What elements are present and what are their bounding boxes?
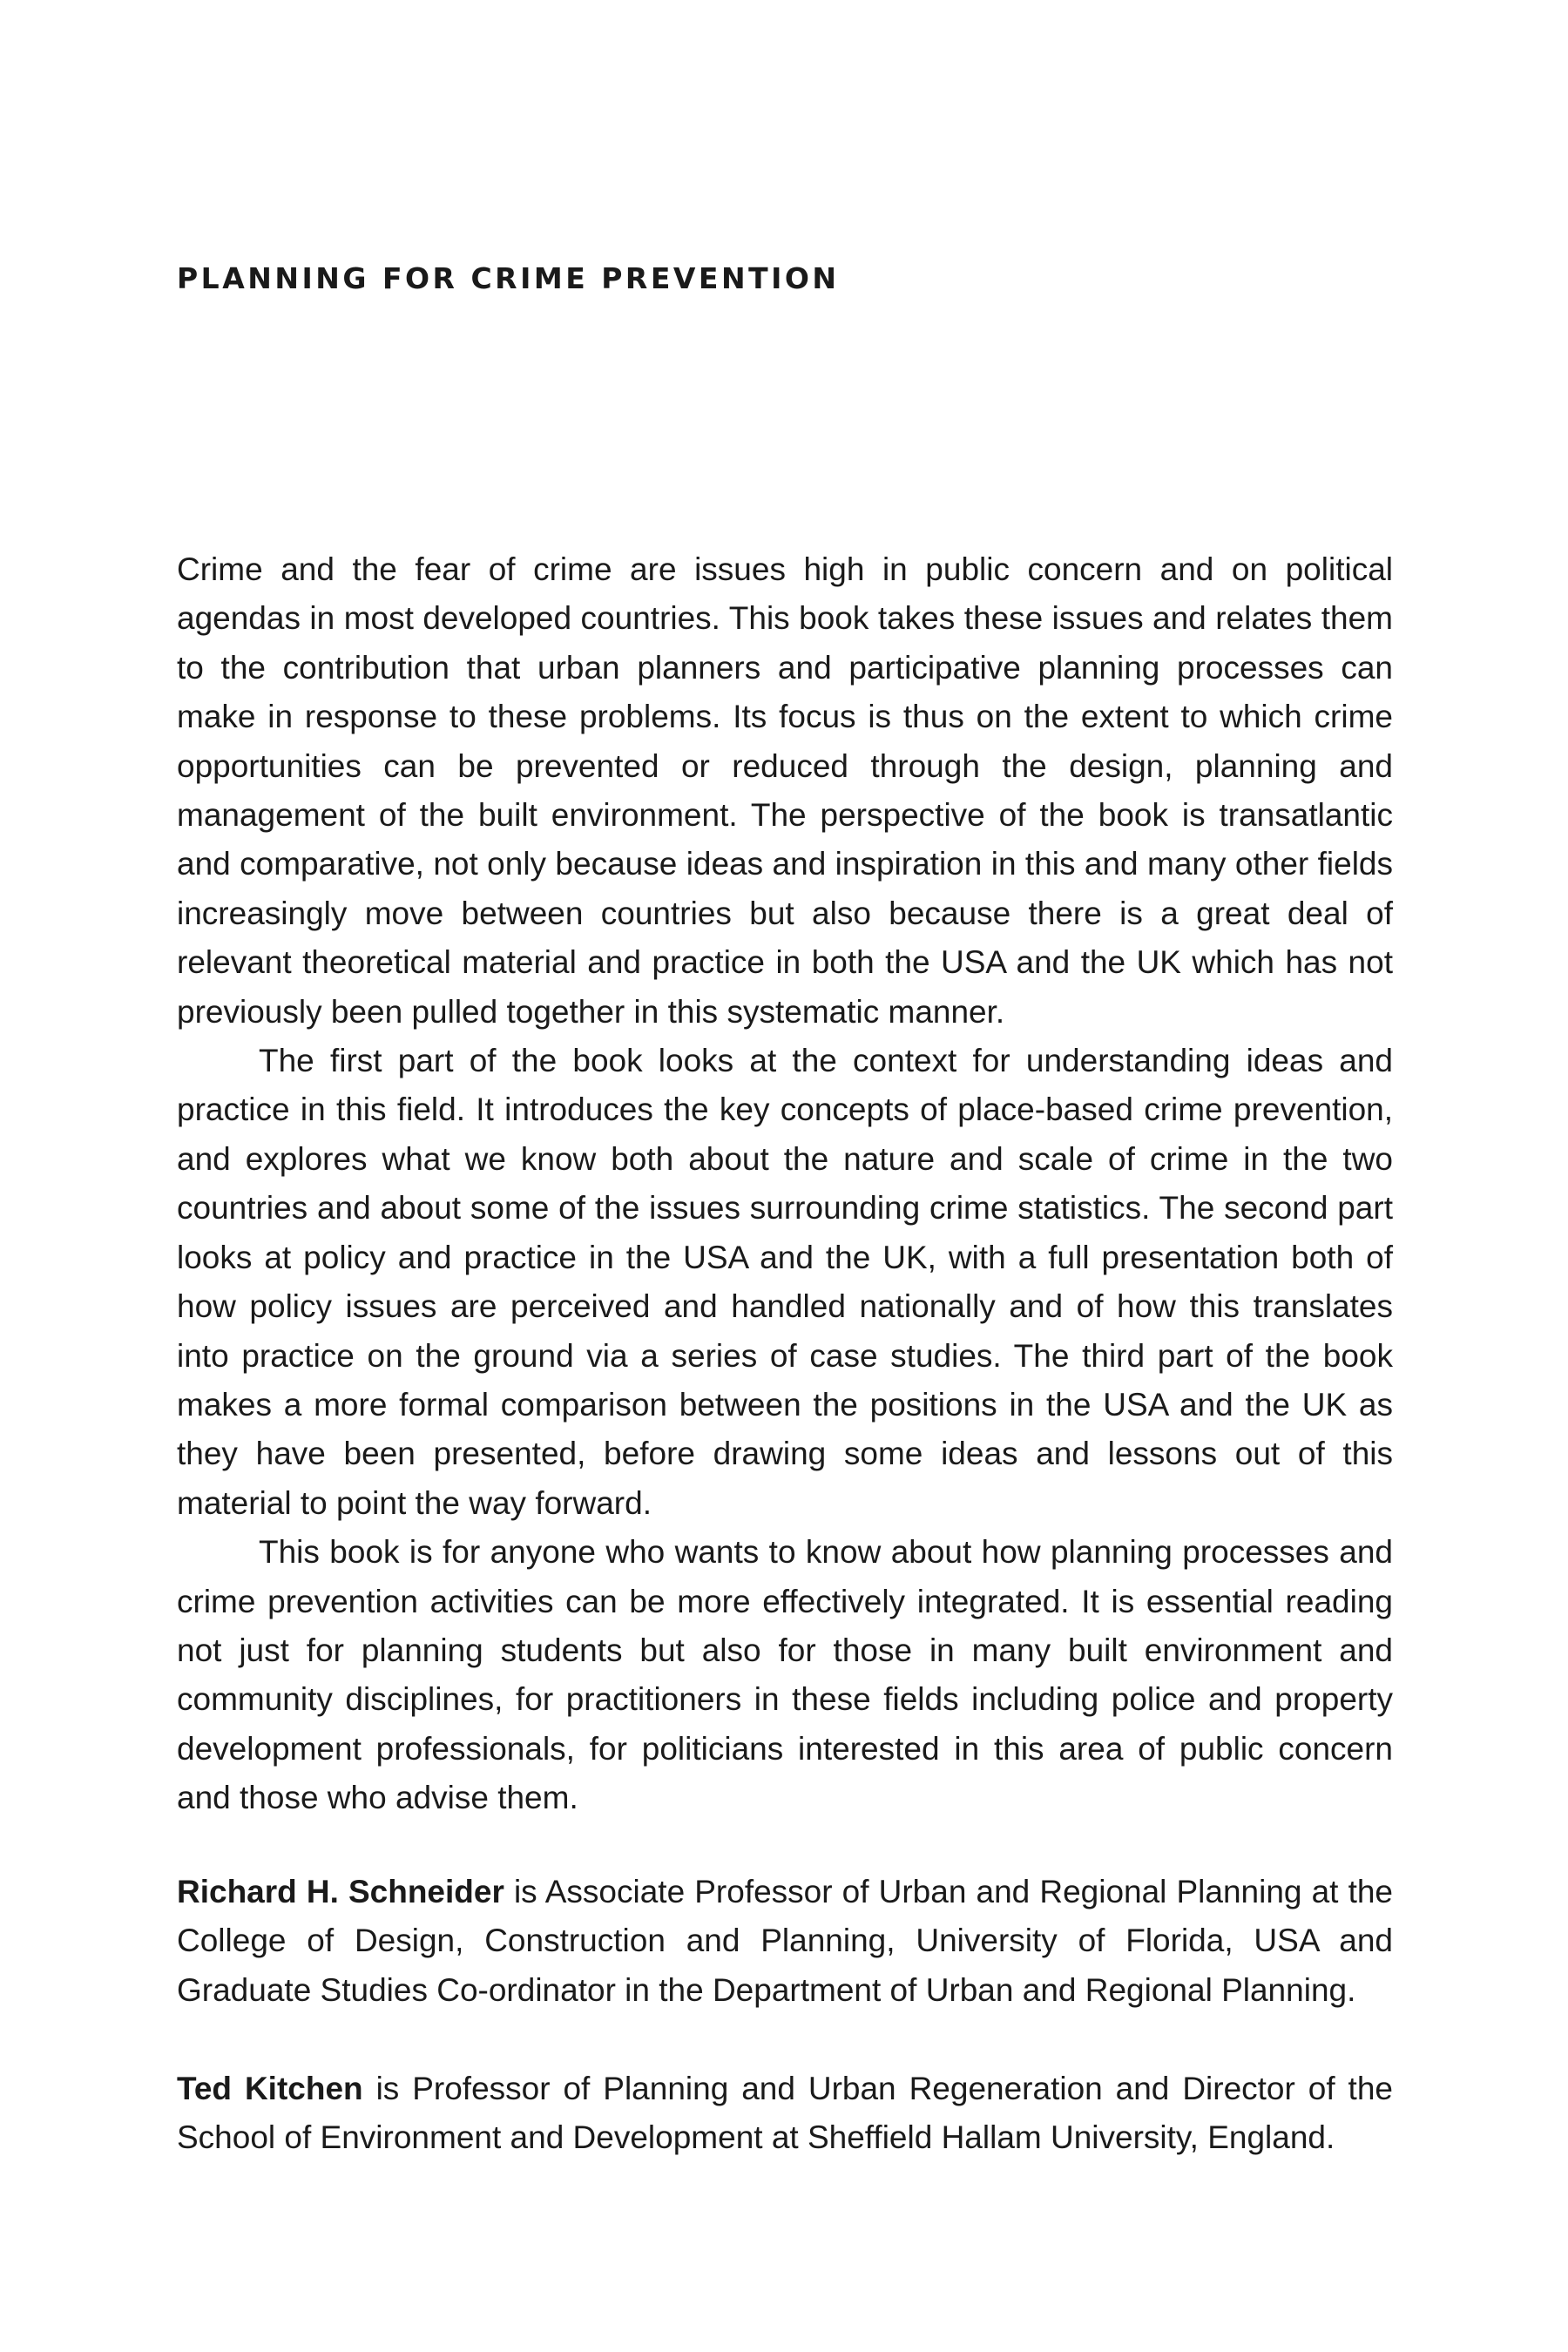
- author-bio-kitchen: [177, 2065, 1393, 2163]
- book-title: PLANNING FOR CRIME PREVENTION: [177, 261, 840, 295]
- author-bio-text: is Professor of Planning and Urban Regeneration and Director of the School of Environment and Development at Sheffield Hallam University, England.: [177, 2071, 1393, 2156]
- description-paragraph-1: Crime and the fear of crime are issues high in public concern and on political agendas in most developed countries. This book takes these issues and relates them to the contribution that urban planners and participative planning processes can make in response to these problems. Its focus is thus on the extent to which crime opportunities can be prevented or reduced through the design, planning and management of the built environment. The perspective of the book is transatlantic and comparative, not only because ideas and inspiration in this and many other fields increasingly move between countries but also because there is a great deal of relevant theoretical material and practice in both the USA and the UK which has not previously been pulled together in this systematic manner.: [177, 551, 1393, 1030]
- author-bio-text: is Associate Professor of Urban and Regional Planning at the College of Design, Construction and Planning, University of Florida, USA and Graduate Studies Co-ordinator in the Department of Urban and Regional Planning.: [177, 1874, 1393, 2008]
- description-paragraph-2: The first part of the book looks at the context for understanding ideas and practice in this field. It introduces the key concepts of place-based crime prevention, and explores what we know both about the nature and scale of crime in the two countries and about some of the issues surrounding crime statistics. The second part looks at policy and practice in the USA and the UK, with a full presentation both of how policy issues are perceived and handled nationally and of how this translates into practice on the ground via a series of case studies. The third part of the book makes a more formal comparison between the positions in the USA and the UK as they have been presented, before drawing some ideas and lessons out of this material to point the way forward.: [177, 1043, 1393, 1521]
- book-page: [177, 0, 1393, 2352]
- description-paragraph-3: This book is for anyone who wants to know about how planning processes and crime prevention activities can be more effectively integrated. It is essential reading not just for planning students but also for those in many built environment and community disciplines, for practitioners in these fields including police and property development professionals, for politicians interested in this area of public concern and those who advise them.: [177, 1534, 1393, 1816]
- author-name: Ted Kitchen: [177, 2071, 363, 2106]
- author-bio-schneider: [177, 1868, 1393, 2015]
- book-description: [177, 545, 1393, 1823]
- author-name: Richard H. Schneider: [177, 1874, 504, 1909]
